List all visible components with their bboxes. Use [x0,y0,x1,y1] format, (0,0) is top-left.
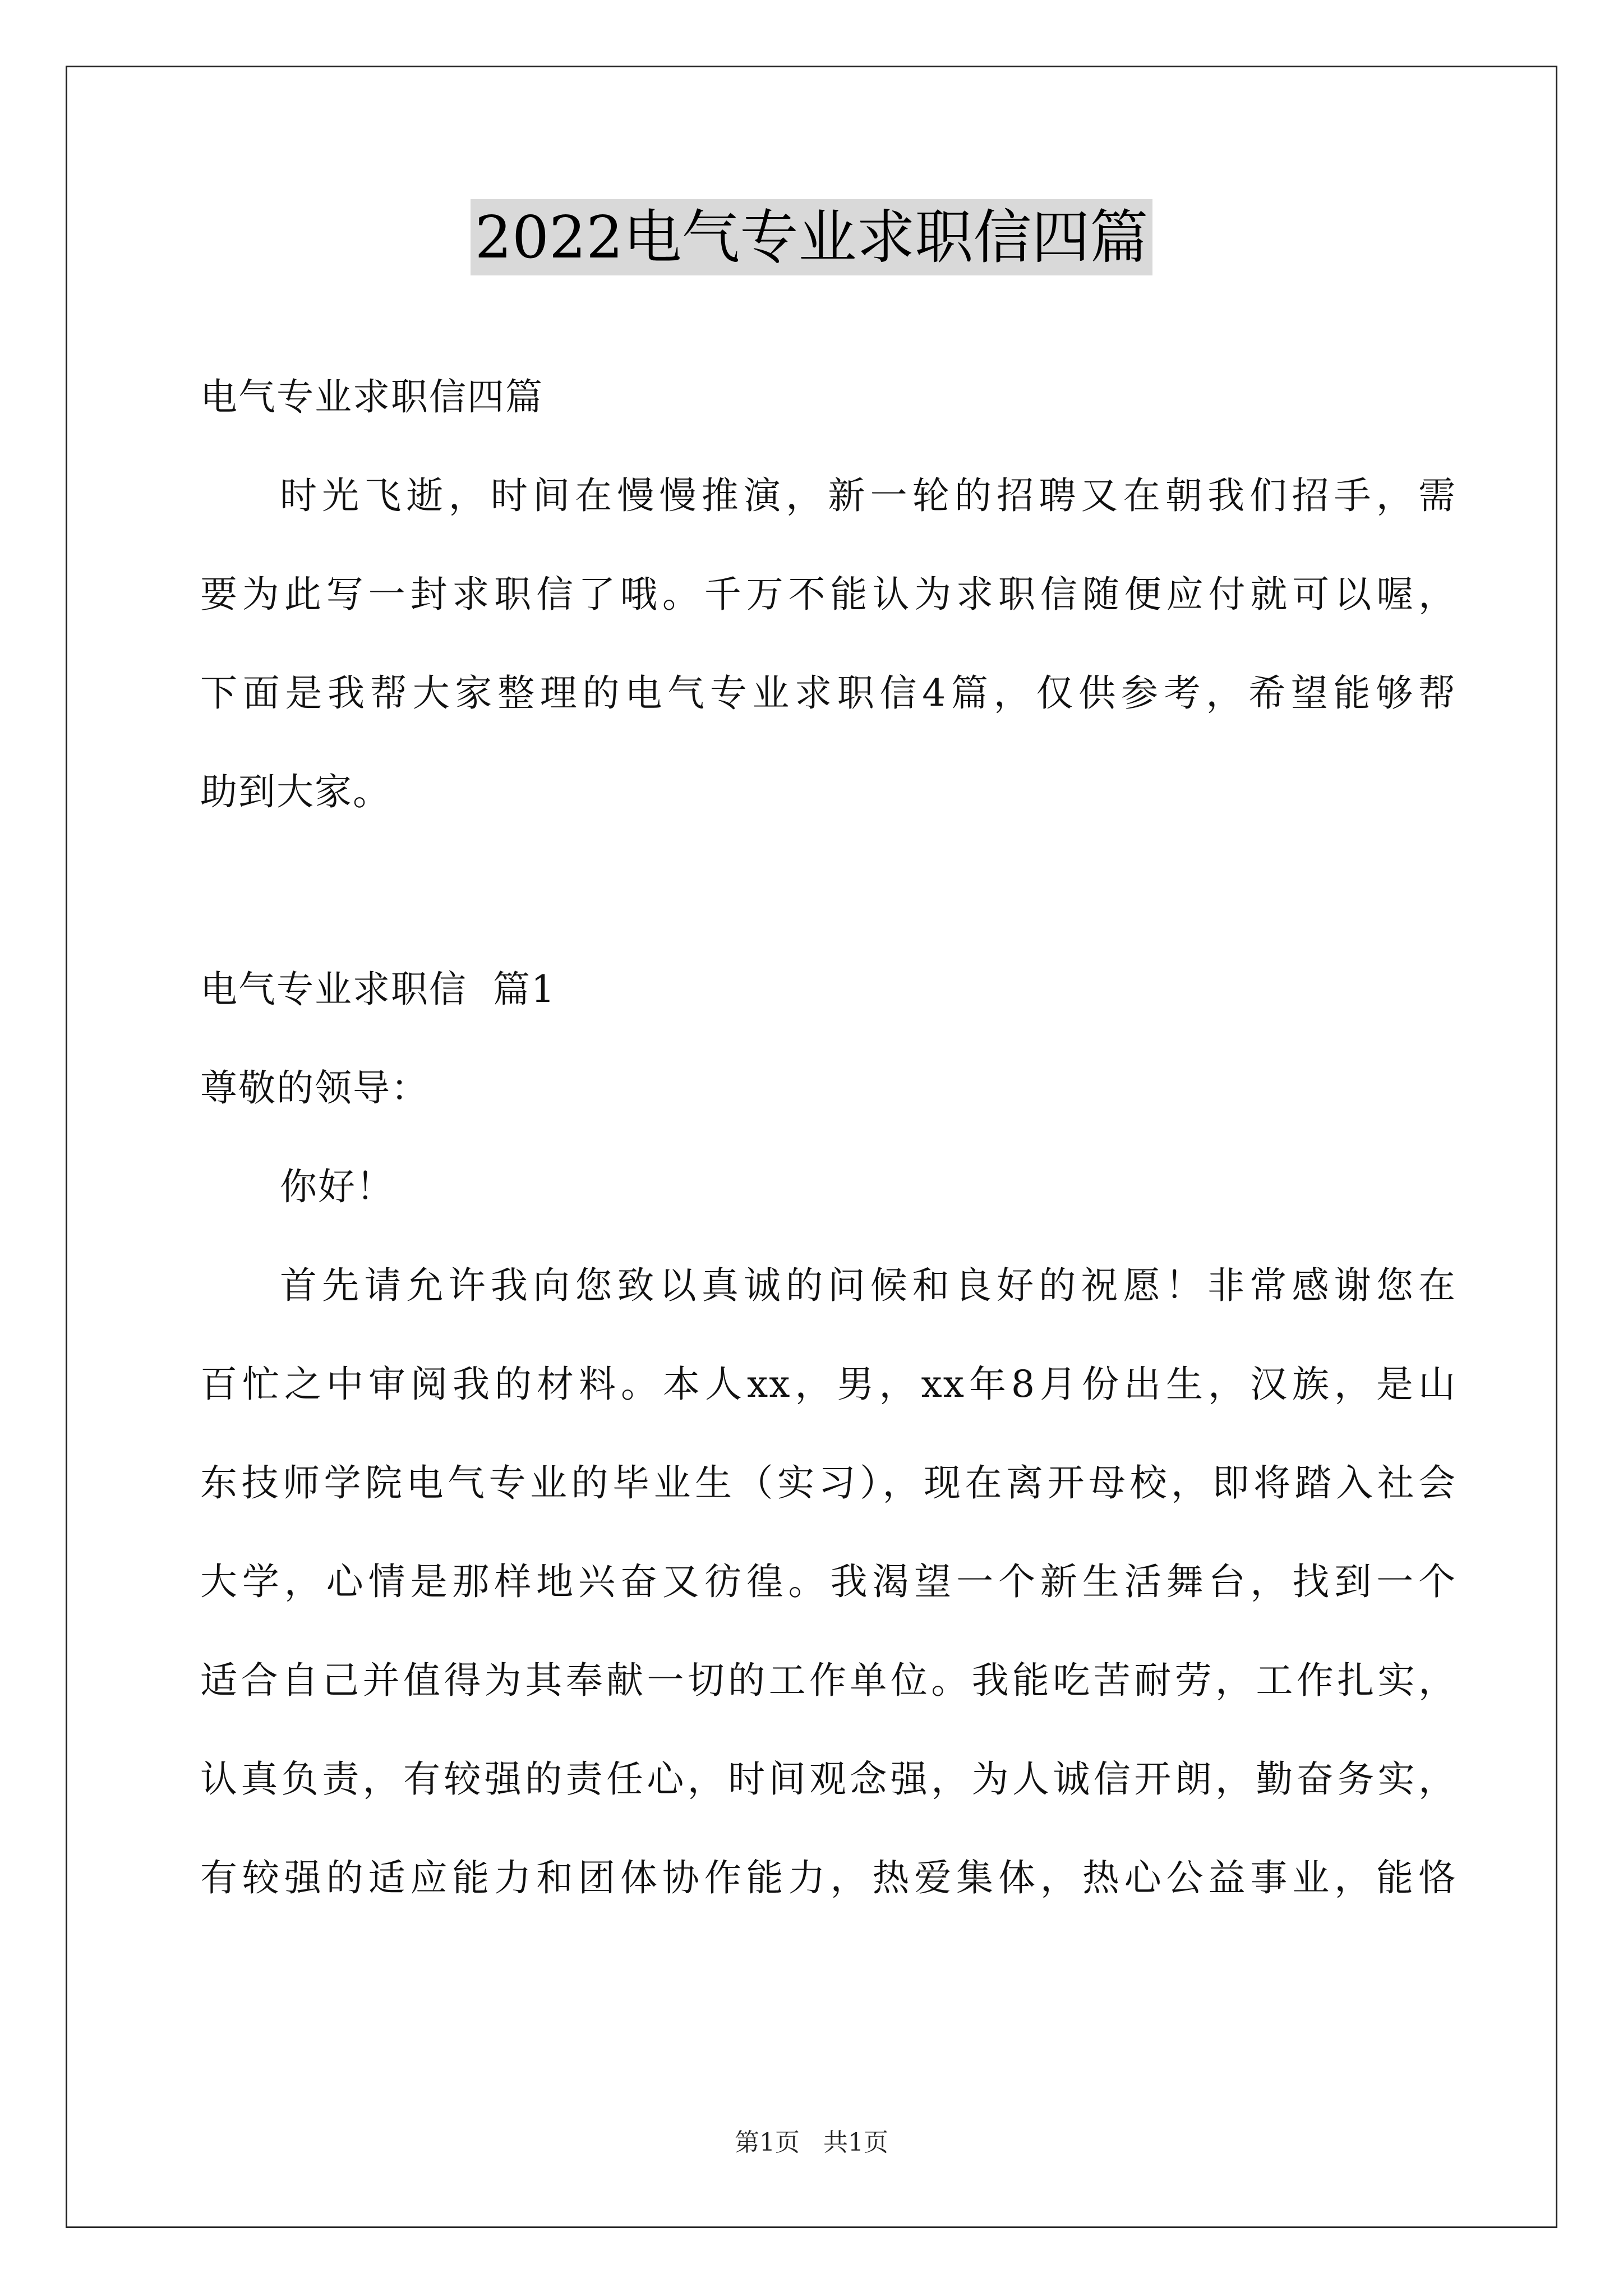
body-line: 东技师学院电气专业的毕业生（实习），现在离开母校，即将踏入社会 [200,1461,1456,1504]
page-footer [0,2126,1623,2160]
paragraph-gap [200,841,1456,940]
intro-line: 时光飞逝，时间在慢慢推演，新一轮的招聘又在朝我们招手，需 [280,474,1456,517]
document-body [200,348,1456,1927]
document-subtitle: 电气专业求职信四篇 [200,375,543,418]
body-line: 有较强的适应能力和团体协作能力，热爱集体，热心公益事业，能恪 [200,1856,1456,1899]
title-container [0,199,1623,275]
intro-line: 助到大家。 [200,770,391,813]
body-line: 认真负责，有较强的责任心，时间观念强，为人诚信开朗，勤奋务实， [200,1757,1456,1801]
body-line: 适合自己并值得为其奉献一切的工作单位。我能吃苦耐劳，工作扎实， [200,1659,1456,1702]
body-line: 首先请允许我向您致以真诚的问候和良好的祝愿！非常感谢您在 [280,1264,1456,1307]
section-heading: 电气专业求职信 篇1 [200,968,556,1011]
salutation: 尊敬的领导： [200,1066,429,1110]
body-line: 大学，心情是那样地兴奋又彷徨。我渴望一个新生活舞台，找到一个 [200,1560,1456,1603]
intro-line: 下面是我帮大家整理的电气专业求职信4篇，仅供参考，希望能够帮 [200,671,1456,715]
greeting: 你好！ [280,1165,394,1208]
document-title: 2022电气专业求职信四篇 [471,199,1153,275]
page-number-label: 第1页 共1页 [735,2128,888,2157]
body-line: 百忙之中审阅我的材料。本人xx，男，xx年8月份出生，汉族，是山 [200,1363,1456,1406]
intro-line: 要为此写一封求职信了哦。千万不能认为求职信随便应付就可以喔， [200,573,1456,616]
